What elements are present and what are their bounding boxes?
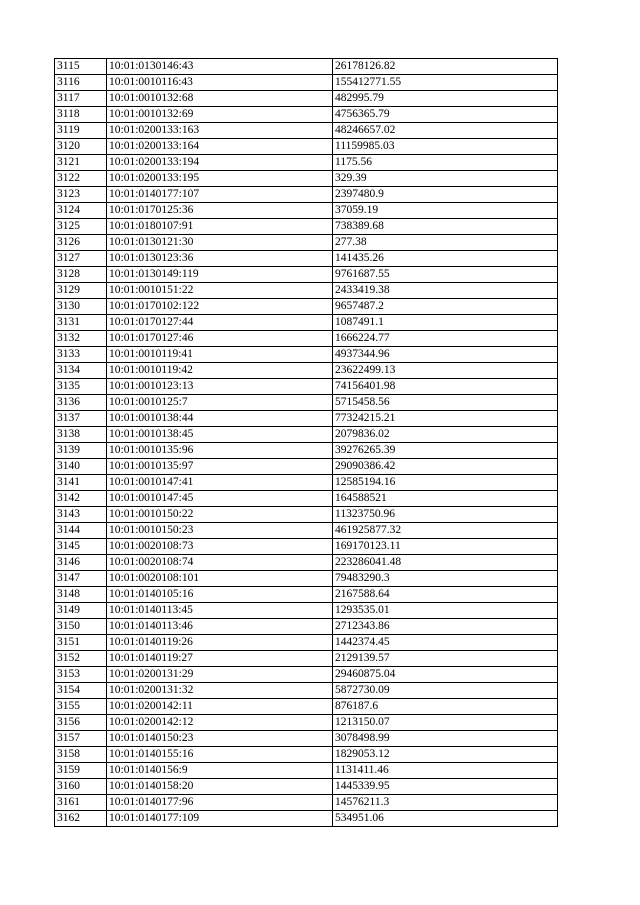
value-cell: 534951.06	[333, 811, 558, 827]
cadastral-number-cell: 10:01:0200131:29	[107, 667, 333, 683]
cadastral-number-cell: 10:01:0140150:23	[107, 731, 333, 747]
table-row	[55, 731, 558, 747]
value-cell: 74156401.98	[333, 379, 558, 395]
table-row	[55, 171, 558, 187]
table-row	[55, 699, 558, 715]
row-number-cell: 3124	[55, 203, 107, 219]
table-row	[55, 379, 558, 395]
value-cell: 1666224.77	[333, 331, 558, 347]
cadastral-number-cell: 10:01:0010138:45	[107, 427, 333, 443]
row-number-cell: 3121	[55, 155, 107, 171]
cadastral-number-cell: 10:01:0200133:195	[107, 171, 333, 187]
value-cell: 155412771.55	[333, 75, 558, 91]
value-cell: 29460875.04	[333, 667, 558, 683]
table-row	[55, 507, 558, 523]
table-row	[55, 491, 558, 507]
table-row	[55, 411, 558, 427]
value-cell: 329.39	[333, 171, 558, 187]
table-row	[55, 475, 558, 491]
table-row	[55, 91, 558, 107]
row-number-cell: 3116	[55, 75, 107, 91]
row-number-cell: 3141	[55, 475, 107, 491]
value-cell: 4756365.79	[333, 107, 558, 123]
table-row	[55, 747, 558, 763]
value-cell: 1829053.12	[333, 747, 558, 763]
table-row	[55, 555, 558, 571]
cadastral-number-cell: 10:01:0200133:163	[107, 123, 333, 139]
table-row	[55, 235, 558, 251]
row-number-cell: 3161	[55, 795, 107, 811]
cadastral-number-cell: 10:01:0010119:41	[107, 347, 333, 363]
row-number-cell: 3148	[55, 587, 107, 603]
row-number-cell: 3133	[55, 347, 107, 363]
cadastral-number-cell: 10:01:0140158:20	[107, 779, 333, 795]
cadastral-number-cell: 10:01:0200133:164	[107, 139, 333, 155]
value-cell: 26178126.82	[333, 59, 558, 75]
value-cell: 5872730.09	[333, 683, 558, 699]
row-number-cell: 3162	[55, 811, 107, 827]
table-row	[55, 667, 558, 683]
row-number-cell: 3160	[55, 779, 107, 795]
cadastral-number-cell: 10:01:0170127:46	[107, 331, 333, 347]
value-cell: 3078498.99	[333, 731, 558, 747]
value-cell: 277.38	[333, 235, 558, 251]
cadastral-number-cell: 10:01:0140105:16	[107, 587, 333, 603]
table-row	[55, 139, 558, 155]
row-number-cell: 3155	[55, 699, 107, 715]
cadastral-number-cell: 10:01:0010119:42	[107, 363, 333, 379]
cadastral-number-cell: 10:01:0010132:69	[107, 107, 333, 123]
table-row	[55, 571, 558, 587]
value-cell: 2397480.9	[333, 187, 558, 203]
cadastral-number-cell: 10:01:0010132:68	[107, 91, 333, 107]
row-number-cell: 3149	[55, 603, 107, 619]
value-cell: 2433419.38	[333, 283, 558, 299]
cadastral-number-cell: 10:01:0010123:13	[107, 379, 333, 395]
row-number-cell: 3123	[55, 187, 107, 203]
cadastral-number-cell: 10:01:0200142:12	[107, 715, 333, 731]
row-number-cell: 3158	[55, 747, 107, 763]
table-body	[55, 59, 558, 827]
cadastral-number-cell: 10:01:0200142:11	[107, 699, 333, 715]
cadastral-number-cell: 10:01:0010116:43	[107, 75, 333, 91]
table-row	[55, 811, 558, 827]
cadastral-number-cell: 10:01:0180107:91	[107, 219, 333, 235]
value-cell: 1445339.95	[333, 779, 558, 795]
value-cell: 11159985.03	[333, 139, 558, 155]
table-row	[55, 251, 558, 267]
value-cell: 9761687.55	[333, 267, 558, 283]
row-number-cell: 3153	[55, 667, 107, 683]
table-row	[55, 619, 558, 635]
row-number-cell: 3135	[55, 379, 107, 395]
table-row	[55, 75, 558, 91]
table-row	[55, 203, 558, 219]
table-row	[55, 523, 558, 539]
value-cell: 77324215.21	[333, 411, 558, 427]
cadastral-number-cell: 10:01:0170127:44	[107, 315, 333, 331]
row-number-cell: 3129	[55, 283, 107, 299]
row-number-cell: 3126	[55, 235, 107, 251]
table-row	[55, 283, 558, 299]
cadastral-number-cell: 10:01:0010135:96	[107, 443, 333, 459]
cadastral-number-cell: 10:01:0010125:7	[107, 395, 333, 411]
value-cell: 738389.68	[333, 219, 558, 235]
row-number-cell: 3159	[55, 763, 107, 779]
table-row	[55, 299, 558, 315]
value-cell: 141435.26	[333, 251, 558, 267]
table-row	[55, 315, 558, 331]
row-number-cell: 3128	[55, 267, 107, 283]
value-cell: 2129139.57	[333, 651, 558, 667]
row-number-cell: 3115	[55, 59, 107, 75]
value-cell: 1131411.46	[333, 763, 558, 779]
table-row	[55, 267, 558, 283]
row-number-cell: 3144	[55, 523, 107, 539]
value-cell: 39276265.39	[333, 443, 558, 459]
table-row	[55, 779, 558, 795]
row-number-cell: 3127	[55, 251, 107, 267]
row-number-cell: 3120	[55, 139, 107, 155]
value-cell: 461925877.32	[333, 523, 558, 539]
value-cell: 2712343.86	[333, 619, 558, 635]
row-number-cell: 3131	[55, 315, 107, 331]
cadastral-number-cell: 10:01:0010135:97	[107, 459, 333, 475]
table-row	[55, 795, 558, 811]
value-cell: 223286041.48	[333, 555, 558, 571]
row-number-cell: 3152	[55, 651, 107, 667]
row-number-cell: 3119	[55, 123, 107, 139]
cadastral-number-cell: 10:01:0140119:27	[107, 651, 333, 667]
table-row	[55, 395, 558, 411]
row-number-cell: 3136	[55, 395, 107, 411]
value-cell: 29090386.42	[333, 459, 558, 475]
row-number-cell: 3122	[55, 171, 107, 187]
table-row	[55, 187, 558, 203]
cadastral-number-cell: 10:01:0010147:41	[107, 475, 333, 491]
cadastral-number-cell: 10:01:0170102:122	[107, 299, 333, 315]
value-cell: 9657487.2	[333, 299, 558, 315]
value-cell: 2167588.64	[333, 587, 558, 603]
value-cell: 79483290.3	[333, 571, 558, 587]
cadastral-number-cell: 10:01:0140155:16	[107, 747, 333, 763]
value-cell: 1175.56	[333, 155, 558, 171]
row-number-cell: 3150	[55, 619, 107, 635]
table-row	[55, 635, 558, 651]
row-number-cell: 3130	[55, 299, 107, 315]
row-number-cell: 3157	[55, 731, 107, 747]
row-number-cell: 3125	[55, 219, 107, 235]
row-number-cell: 3154	[55, 683, 107, 699]
cadastral-number-cell: 10:01:0140119:26	[107, 635, 333, 651]
cadastral-number-cell: 10:01:0020108:74	[107, 555, 333, 571]
cadastral-number-cell: 10:01:0140177:96	[107, 795, 333, 811]
cadastral-number-cell: 10:01:0140113:46	[107, 619, 333, 635]
table-row	[55, 683, 558, 699]
table-row	[55, 331, 558, 347]
table-row	[55, 587, 558, 603]
cadastral-number-cell: 10:01:0130146:43	[107, 59, 333, 75]
cadastral-number-cell: 10:01:0170125:36	[107, 203, 333, 219]
value-cell: 48246657.02	[333, 123, 558, 139]
value-cell: 164588521	[333, 491, 558, 507]
row-number-cell: 3143	[55, 507, 107, 523]
cadastral-number-cell: 10:01:0010138:44	[107, 411, 333, 427]
row-number-cell: 3132	[55, 331, 107, 347]
table-row	[55, 651, 558, 667]
value-cell: 1293535.01	[333, 603, 558, 619]
table-row	[55, 155, 558, 171]
table-row	[55, 603, 558, 619]
row-number-cell: 3138	[55, 427, 107, 443]
cadastral-number-cell: 10:01:0130149:119	[107, 267, 333, 283]
row-number-cell: 3139	[55, 443, 107, 459]
table-row	[55, 443, 558, 459]
cadastral-number-cell: 10:01:0200131:32	[107, 683, 333, 699]
value-cell: 2079836.02	[333, 427, 558, 443]
value-cell: 5715458.56	[333, 395, 558, 411]
table-row	[55, 219, 558, 235]
cadastral-number-cell: 10:01:0130121:30	[107, 235, 333, 251]
value-cell: 876187.6	[333, 699, 558, 715]
row-number-cell: 3137	[55, 411, 107, 427]
value-cell: 1087491.1	[333, 315, 558, 331]
cadastral-number-cell: 10:01:0140177:107	[107, 187, 333, 203]
value-cell: 4937344.96	[333, 347, 558, 363]
table-row	[55, 763, 558, 779]
cadastral-number-cell: 10:01:0130123:36	[107, 251, 333, 267]
cadastral-number-cell: 10:01:0140177:109	[107, 811, 333, 827]
table-row	[55, 539, 558, 555]
value-cell: 169170123.11	[333, 539, 558, 555]
cadastral-number-cell: 10:01:0020108:73	[107, 539, 333, 555]
row-number-cell: 3147	[55, 571, 107, 587]
row-number-cell: 3146	[55, 555, 107, 571]
value-cell: 23622499.13	[333, 363, 558, 379]
value-cell: 14576211.3	[333, 795, 558, 811]
cadastral-number-cell: 10:01:0010151:22	[107, 283, 333, 299]
value-cell: 1442374.45	[333, 635, 558, 651]
table-row	[55, 363, 558, 379]
row-number-cell: 3145	[55, 539, 107, 555]
row-number-cell: 3117	[55, 91, 107, 107]
cadastral-number-cell: 10:01:0010150:22	[107, 507, 333, 523]
table-row	[55, 715, 558, 731]
row-number-cell: 3142	[55, 491, 107, 507]
table-row	[55, 59, 558, 75]
cadastral-value-table	[54, 58, 558, 827]
row-number-cell: 3156	[55, 715, 107, 731]
table-row	[55, 347, 558, 363]
cadastral-number-cell: 10:01:0140156:9	[107, 763, 333, 779]
cadastral-number-cell: 10:01:0200133:194	[107, 155, 333, 171]
table-row	[55, 427, 558, 443]
value-cell: 1213150.07	[333, 715, 558, 731]
row-number-cell: 3134	[55, 363, 107, 379]
cadastral-number-cell: 10:01:0010147:45	[107, 491, 333, 507]
cadastral-number-cell: 10:01:0010150:23	[107, 523, 333, 539]
cadastral-number-cell: 10:01:0140113:45	[107, 603, 333, 619]
row-number-cell: 3118	[55, 107, 107, 123]
row-number-cell: 3151	[55, 635, 107, 651]
cadastral-number-cell: 10:01:0020108:101	[107, 571, 333, 587]
row-number-cell: 3140	[55, 459, 107, 475]
table-row	[55, 123, 558, 139]
value-cell: 12585194.16	[333, 475, 558, 491]
value-cell: 11323750.96	[333, 507, 558, 523]
value-cell: 482995.79	[333, 91, 558, 107]
table-row	[55, 107, 558, 123]
table-row	[55, 459, 558, 475]
value-cell: 37059.19	[333, 203, 558, 219]
